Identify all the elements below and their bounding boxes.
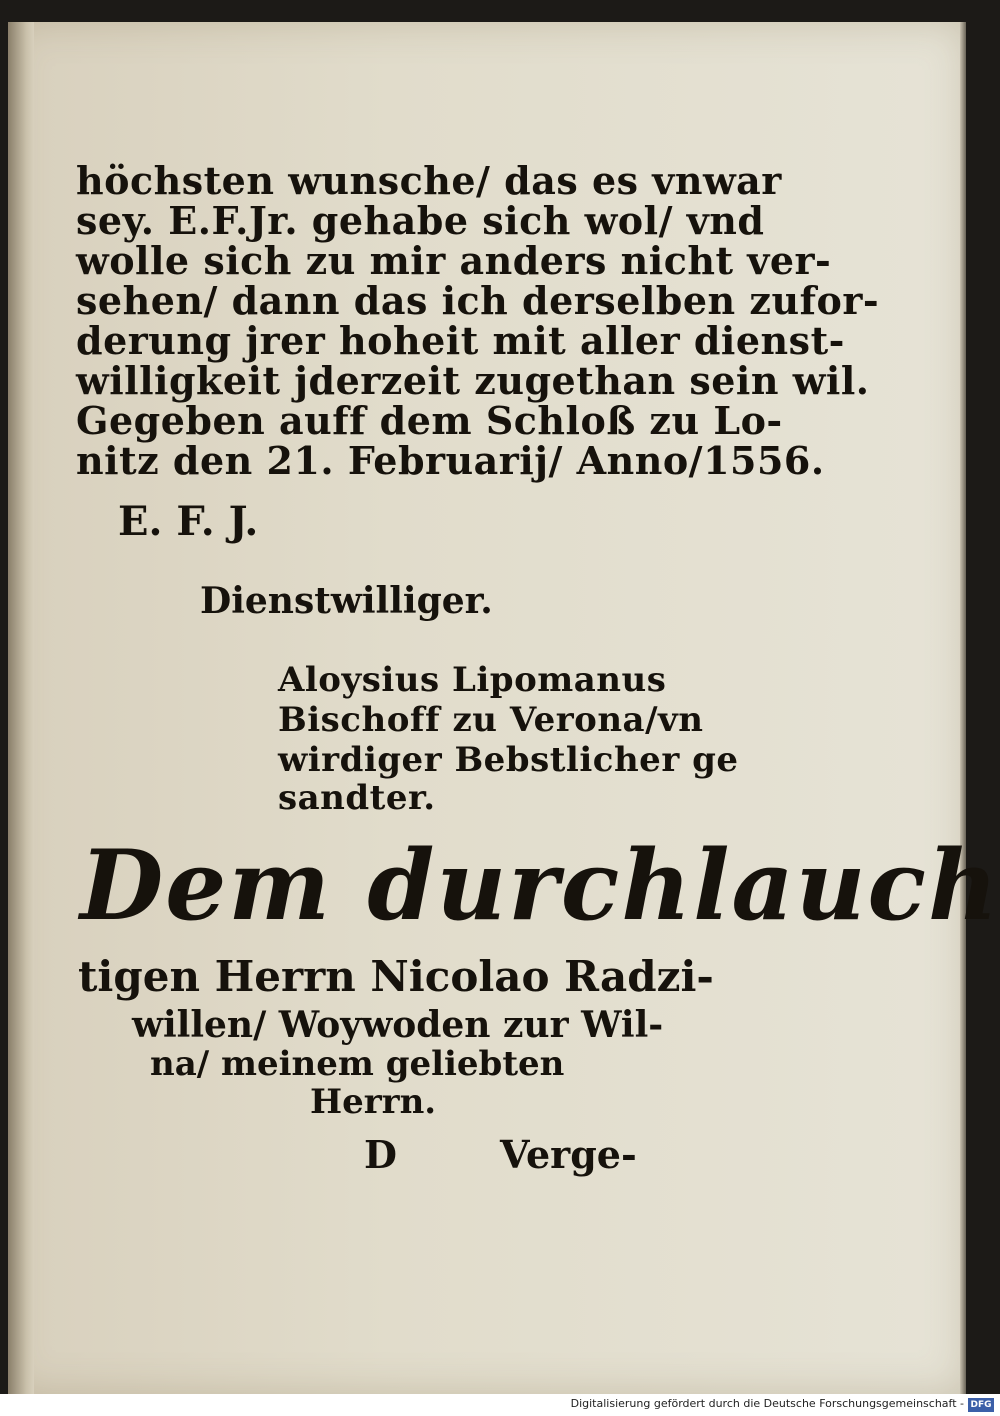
body-line: höchsten wunsche/ das es vnwar [76,158,782,203]
body-line: derung jrer hoheit mit aller dienst- [76,318,845,363]
body-line: sehen/ dann das ich derselben zufor- [76,278,880,323]
heading-line: tigen Herrn Nicolao Radzi- [78,952,714,1001]
body-line: sey. E.F.Jr. gehabe sich wol/ vnd [76,198,765,243]
closing-salutation: Dienstwilliger. [200,580,493,622]
signature-line: sandter. [278,778,436,818]
heading-large: Dem durchlauch [80,829,1000,942]
body-line: Gegeben auff dem Schloß zu Lo- [76,398,783,443]
signature-line: Bischoff zu Verona/vn [278,700,704,740]
dfg-logo-icon: DFG [968,1398,994,1412]
book-spine [8,22,34,1394]
body-line: wolle sich zu mir anders nicht ver- [76,238,832,283]
page-edge [960,22,966,1394]
heading-line: na/ meinem geliebten [150,1044,565,1084]
signature-line: wirdiger Bebstlicher ge [278,740,739,780]
body-line: willigkeit jderzeit zugethan sein wil. [76,358,870,403]
initials: E. F. J. [118,498,259,545]
heading-line: willen/ Woywoden zur Wil- [132,1004,664,1046]
signature-line: Aloysius Lipomanus [278,660,667,700]
catchword: Verge- [500,1132,637,1177]
heading-line: Herrn. [310,1082,437,1122]
footer-bar [0,1394,1000,1416]
footer-credit: Digitalisierung gefördert durch die Deutsche Forschungsgemeinschaft - [570,1397,964,1410]
body-line: nitz den 21. Februarij/ Anno/1556. [76,438,825,483]
drop-initial: D [364,1132,397,1177]
